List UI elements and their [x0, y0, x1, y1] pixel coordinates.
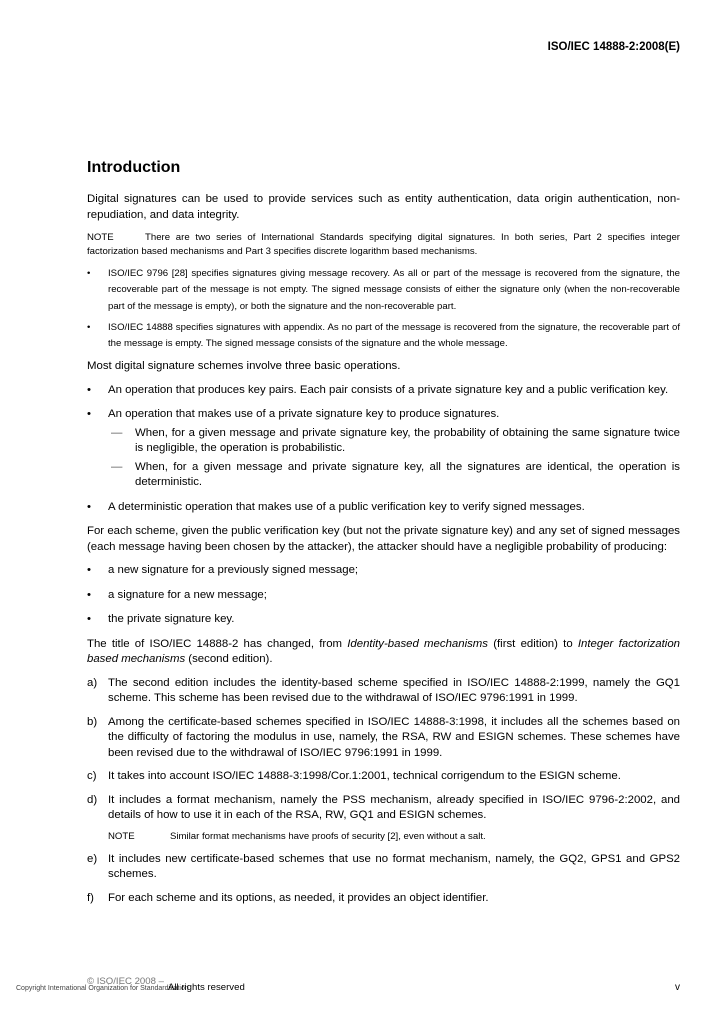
first-edition-title: Identity-based mechanisms — [347, 637, 488, 650]
page-number: v — [675, 982, 680, 993]
list-letter: d) — [87, 793, 98, 806]
change-list-item — [87, 891, 680, 907]
intro-paragraph: Digital signatures can be used to provide services such as entity authentication, data origin authentication, non-repudiation, and data integrity. — [87, 193, 680, 221]
operation-item-signing: • An operation that makes use of a private signature key to produce signatures. — [87, 407, 680, 423]
copyright-notice: Copyright International Organization for Standardization — [16, 985, 189, 992]
note-label: NOTE — [108, 830, 135, 842]
attack-list-item: • a signature for a new message; — [87, 588, 680, 604]
change-text: It includes a format mechanism, namely the PSS mechanism, already specified in ISO/IEC 9796-2:2002, and details of how to use it in each of the RSA, RW, GQ1 and ESIGN schemes. — [108, 793, 680, 822]
note-label: NOTE — [87, 232, 114, 243]
document-id-header: ISO/IEC 14888-2:2008(E) — [547, 41, 680, 53]
change-list-item — [87, 715, 680, 762]
change-list-item — [87, 676, 680, 707]
note-bullet-item: • ISO/IEC 14888 specifies signatures with appendix. As no part of the message is recovered from the signature, the recoverable part of the message is empty. The signed message consists of the signature and the whole message. — [87, 320, 680, 353]
title-change-text: (second edition). — [185, 653, 273, 666]
change-list-item — [87, 852, 680, 883]
change-text: The second edition includes the identity-based scheme specified in ISO/IEC 14888-2:1999, namely the GQ1 scheme. This scheme has been revised due to the withdrawal of ISO/IEC 9796:1991 in 1999. — [108, 676, 680, 705]
scheme-security-paragraph: For each scheme, given the public verification key (but not the private signature key) and any set of signed messages (each message having been chosen by the attacker), the attacker should have a negligible probability of producing: — [87, 525, 680, 553]
list-letter: c) — [87, 770, 97, 783]
list-letter: b) — [87, 715, 98, 728]
operation-subitem-probabilistic: — When, for a given message and private signature key, the probability of obtaining the same signature twice is negligible, the operation is probabilistic. — [87, 426, 680, 457]
format-note — [87, 830, 680, 844]
title-change-text: (first edition) to — [487, 637, 578, 650]
change-text: It includes new certificate-based schemes that use no format mechanism, namely, the GQ2, GPS1 and GPS2 schemes. — [108, 852, 680, 881]
change-text: It takes into account ISO/IEC 14888-3:1998/Cor.1:2001, technical corrigendum to the ESIGN scheme. — [108, 770, 621, 783]
change-list-item — [87, 793, 680, 824]
operation-item-key-generation: • An operation that produces key pairs. Each pair consists of a private signature key and a public verification key. — [87, 383, 680, 399]
change-list-item — [87, 769, 680, 785]
change-text: For each scheme and its options, as needed, it provides an object identifier. — [108, 891, 489, 904]
note-text: Similar format mechanisms have proofs of security [2], even without a salt. — [170, 830, 486, 842]
section-title: Introduction — [87, 159, 181, 176]
operation-subitem-deterministic: — When, for a given message and private signature key, all the signatures are identical, the operation is deterministic. — [87, 460, 680, 491]
rights-reserved: All rights reserved — [168, 982, 245, 993]
change-text: Among the certificate-based schemes specified in ISO/IEC 14888-3:1998, it includes all the schemes based on the difficulty of factoring the modulus in use, namely, the RSA, RW and ESIGN schemes. These schemes have been revised due to the withdrawal of ISO/IEC 9796:1991 in 1999. — [108, 715, 680, 759]
page-content — [87, 158, 680, 914]
note-bullet-item: • ISO/IEC 9796 [28] specifies signatures giving message recovery. As all or part of the message is recovered from the signature, the recoverable part of the message is not empty. The signed message consists of either the signature only (when the non-recoverable part of the message is empty), or both the signature and the non-recoverable part. — [87, 266, 680, 315]
list-letter: e) — [87, 852, 98, 865]
title-change-paragraph — [87, 637, 680, 668]
note-text: There are two series of International Standards specifying digital signatures. In both series, Part 2 specifies integer factorization based mechanisms and Part 3 specifies discrete logarithm based mechanisms. — [87, 232, 680, 257]
operation-item-verification: • A deterministic operation that makes use of a public verification key to verify signed messages. — [87, 500, 680, 516]
copyright-overprint: © ISO/IEC 2008 – — [87, 976, 164, 987]
list-letter: a) — [87, 676, 98, 689]
attack-list-item: • the private signature key. — [87, 612, 680, 628]
second-edition-title: Integer factorization based mechanisms — [87, 637, 680, 666]
operations-intro: Most digital signature schemes involve three basic operations. — [87, 360, 401, 373]
note-paragraph — [87, 231, 680, 259]
attack-list-item: • a new signature for a previously signed message; — [87, 563, 680, 579]
title-change-text: The title of ISO/IEC 14888-2 has changed, from — [87, 637, 348, 650]
list-letter: f) — [87, 891, 94, 904]
